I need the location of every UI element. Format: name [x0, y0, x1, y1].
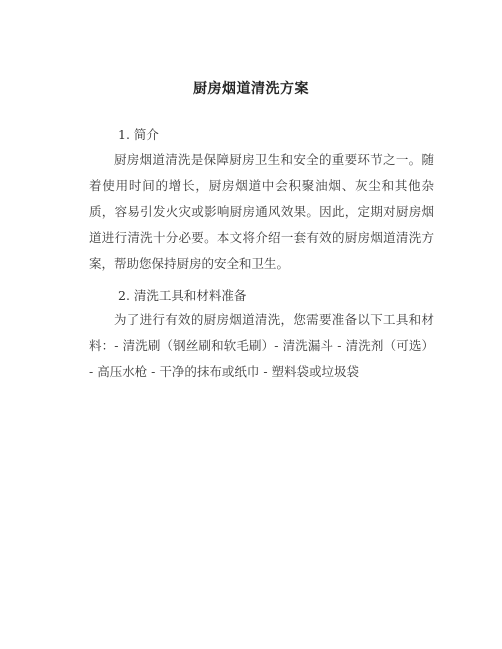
section-body-tools: 为了进行有效的厨房烟道清洗，您需要准备以下工具和材料：- 清洗刷（钢丝刷和软毛刷）- 清洗漏斗 - 清洗剂（可选）- 高压水枪 - 干净的抹布或纸巾 - 塑料袋或垃圾袋	[89, 312, 434, 379]
section-body-intro: 厨房烟道清洗是保障厨房卫生和安全的重要环节之一。随着使用时间的增长，厨房烟道中会积聚油烟、灰尘和其他杂质，容易引发火灾或影响厨房通风效果。因此，定期对厨房烟道进行清洗十分必要。本文将介绍一套有效的厨房烟道清洗方案，帮助您保持厨房的安全和卫生。	[89, 152, 434, 271]
section-heading-intro: 1. 简介	[118, 127, 159, 142]
section-heading-tools: 2. 清洗工具和材料准备	[118, 288, 247, 303]
document-title: 厨房烟道清洗方案	[193, 81, 309, 97]
